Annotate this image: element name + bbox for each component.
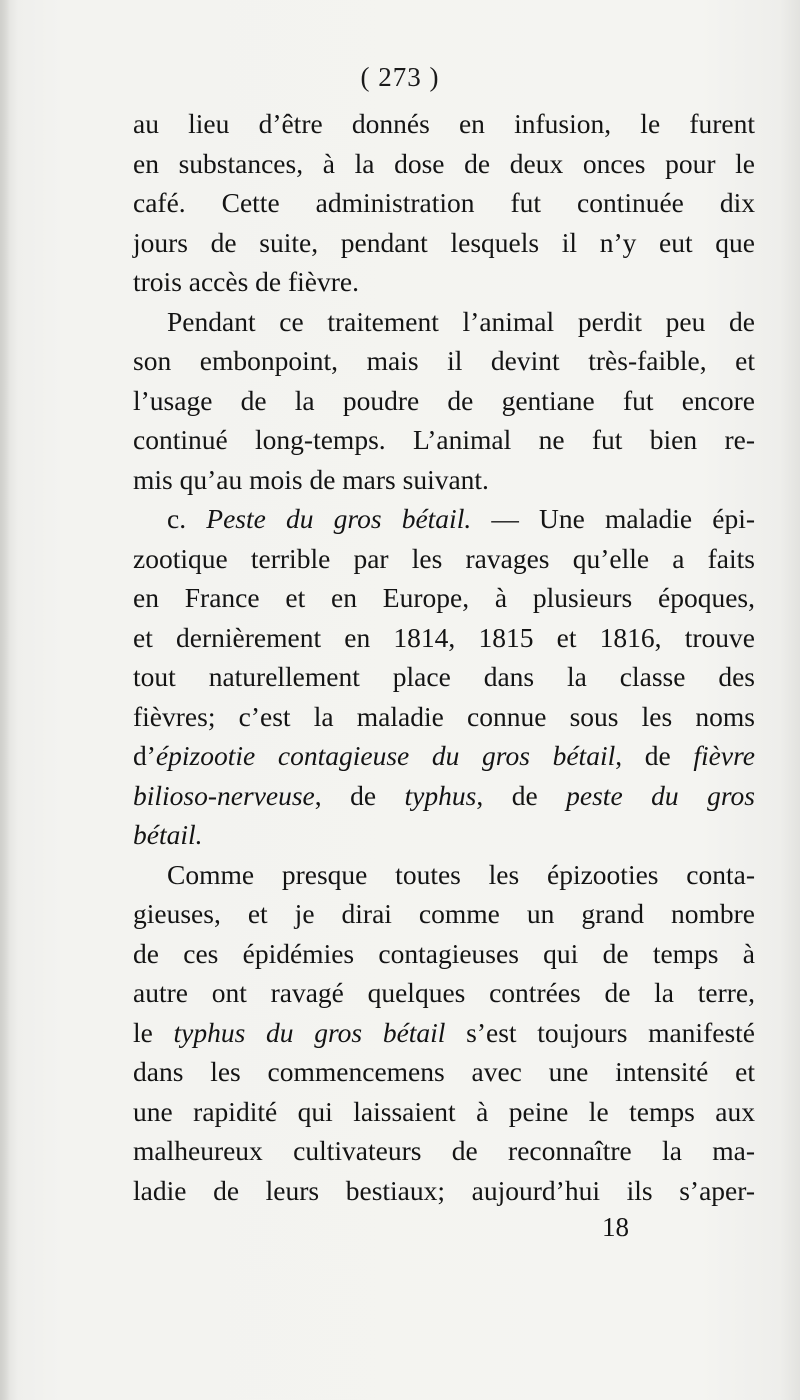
text-line: autre ont ravagé quelques contrées de la terre, (133, 977, 755, 1008)
italic-phrase: bilioso-nerveuse (133, 779, 315, 811)
text-line: Comme presque toutes les épizooties conta- (167, 858, 755, 890)
text-line: son embonpoint, mais il devint très-faible, et (133, 345, 755, 376)
section-heading-line: c. Peste du gros bétail. — Une maladie épi- (167, 503, 756, 534)
italic-phrase: typhus (404, 779, 477, 811)
text-line: malheureux cultivateurs de reconnaître la ma- (133, 1135, 755, 1166)
page-number: ( 273 ) (360, 62, 440, 92)
text-line: le typhus du gros bétail s’est toujours manifesté (133, 1016, 755, 1048)
text-line: en France et en Europe, à plusieurs époques, (133, 582, 755, 613)
body-text (133, 104, 755, 1210)
italic-phrase: bétail. (133, 819, 203, 850)
text-line (133, 815, 755, 855)
signature-mark: 18 (602, 1212, 629, 1242)
text-line: fièvres; c’est la maladie connue sous les noms (133, 700, 755, 732)
italic-phrase: peste du gros (566, 779, 755, 811)
text-line: zootique terrible par les ravages qu’elle a faits (133, 542, 755, 574)
italic-phrase: fièvre (693, 740, 755, 771)
page-edge-shadow (0, 0, 10, 1400)
text-line: jours de suite, pendant lesquels il n’y eut que (133, 226, 755, 258)
text-line: une rapidité qui laissaient à peine le temps aux (133, 1095, 755, 1127)
text-line: mis qu’au mois de mars suivant. (133, 463, 489, 495)
text-line: et dernièrement en 1814, 1815 et 1816, trouve (133, 621, 755, 653)
text-line: en substances, à la dose de deux onces pour le (133, 147, 755, 179)
text-line: au lieu d’être donnés en infusion, le furent (133, 108, 755, 139)
text-line: ladie de leurs bestiaux; aujourd’hui ils s’aper- (133, 1174, 755, 1206)
text-line: gieuses, et je dirai comme un grand nombre (133, 898, 755, 929)
text-line: de ces épidémies contagieuses qui de temps à (133, 937, 755, 969)
text-line: dans les commencemens avec une intensité et (133, 1056, 755, 1087)
text-line: bilioso-nerveuse, de typhus, de peste du gros (133, 779, 755, 811)
text-line: trois accès de fièvre. (133, 266, 359, 297)
text-line: continué long-temps. L’animal ne fut bien re- (133, 424, 755, 455)
text-line: d’épizootie contagieuse du gros bétail, de fièvre (133, 740, 755, 771)
text-line: l’usage de la poudre de gentiane fut encore (133, 384, 755, 416)
italic-phrase: typhus du gros bétail (173, 1016, 446, 1048)
text-line: café. Cette administration fut continuée dix (133, 187, 755, 218)
italic-phrase: épizootie contagieuse du gros bétail (155, 740, 616, 771)
italic-phrase: Peste du gros bétail. (206, 503, 472, 534)
text-line: tout naturellement place dans la classe des (133, 661, 755, 692)
text-line: Pendant ce traitement l’animal perdit peu de (167, 305, 755, 337)
